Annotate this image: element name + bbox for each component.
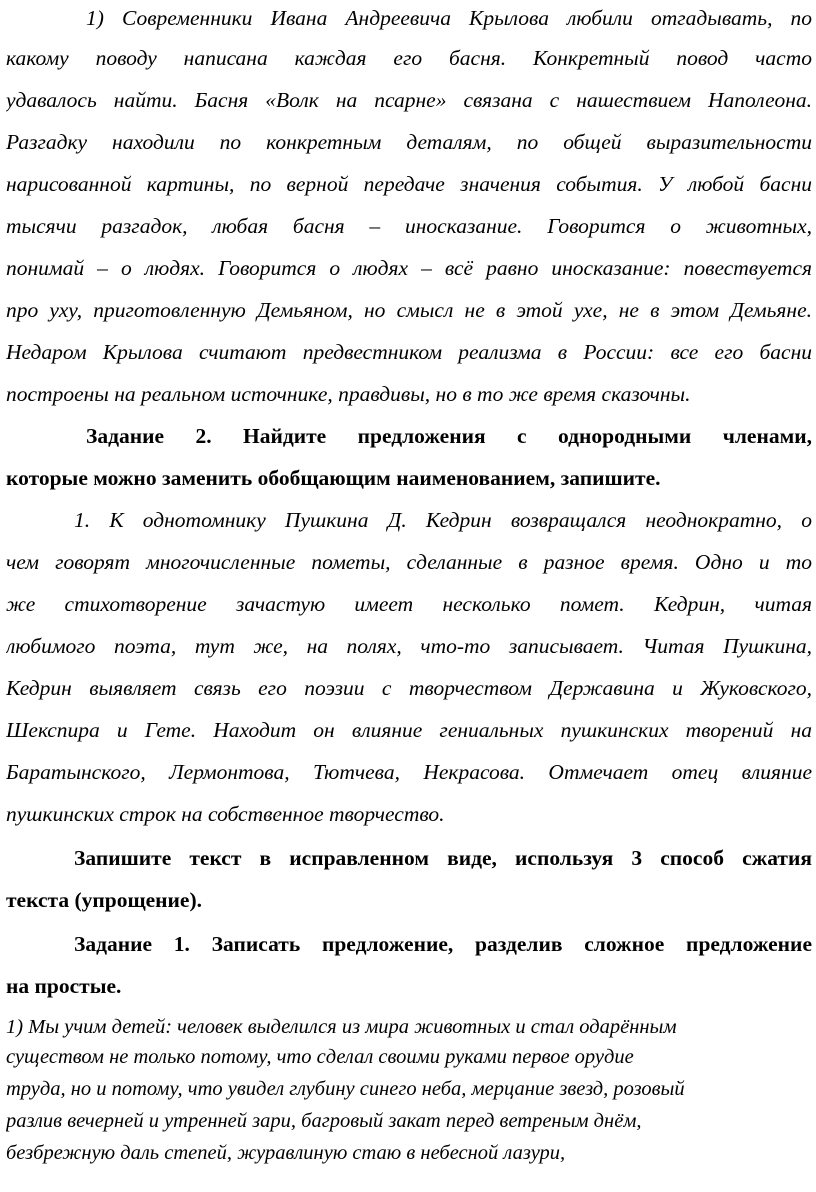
text-line: любимого поэта, тут же, на полях, что-то записывает. Читая Пушкина, [6, 634, 812, 658]
text-line: удавалось найти. Басня «Волк на псарне» связана с нашествием Наполеона. [6, 88, 812, 112]
text-line: построены на реальном источнике, правдивы, но в то же время сказочны. [6, 382, 691, 406]
text-line: 1) Мы учим детей: человек выделился из мира животных и стал одарённым [6, 1016, 677, 1038]
text-line: же стихотворение зачастую имеет несколько помет. Кедрин, читая [6, 592, 812, 616]
text-line: труда, но и потому, что увидел глубину синего неба, мерцание звезд, розовый [6, 1078, 685, 1100]
task-line: которые можно заменить обобщающим наименованием, запишите. [6, 466, 661, 490]
text-line: 1. К однотомнику Пушкина Д. Кедрин возвращался неоднократно, о [74, 508, 812, 532]
text-line: чем говорят многочисленные пометы, сделанные в разное время. Одно и то [6, 550, 812, 574]
text-line: про уху, приготовленную Демьяном, но смысл не в этой ухе, не в этом Демьяне. [6, 298, 812, 322]
instruction-line: Запишите текст в исправленном виде, используя 3 способ сжатия [74, 846, 812, 870]
text-line: какому поводу написана каждая его басня. Конкретный повод часто [6, 46, 812, 70]
text-line: пушкинских строк на собственное творчество. [6, 802, 445, 826]
text-line: понимай – о людях. Говорится о людях – всё равно иносказание: повествуется [6, 256, 812, 280]
text-line: нарисованной картины, по верной передаче значения события. У любой басни [6, 172, 812, 196]
text-line: безбрежную даль степей, журавлиную стаю в небесной лазури, [6, 1142, 566, 1164]
task-line: Задание 1. Записать предложение, разделив сложное предложение [74, 932, 812, 956]
task-line: Задание 2. Найдите предложения с однородными членами, [86, 424, 812, 448]
task-line: на простые. [6, 974, 122, 998]
text-line: Недаром Крылова считают предвестником реализма в России: все его басни [6, 340, 812, 364]
text-line: тысячи разгадок, любая басня – иносказание. Говорится о животных, [6, 214, 812, 238]
text-line: 1) Современники Ивана Андреевича Крылова любили отгадывать, по [86, 6, 812, 30]
text-line: существом не только потому, что сделал своими руками первое орудие [6, 1046, 634, 1068]
instruction-line: текста (упрощение). [6, 888, 202, 912]
text-line: Баратынского, Лермонтова, Тютчева, Некрасова. Отмечает отец влияние [6, 760, 812, 784]
text-line: Разгадку находили по конкретным деталям, по общей выразительности [6, 130, 812, 154]
text-line: разлив вечерней и утренней зари, багровый закат перед ветреным днём, [6, 1110, 642, 1132]
text-line: Шекспира и Гете. Находит он влияние гениальных пушкинских творений на [6, 718, 812, 742]
text-line: Кедрин выявляет связь его поэзии с творчеством Державина и Жуковского, [6, 676, 812, 700]
